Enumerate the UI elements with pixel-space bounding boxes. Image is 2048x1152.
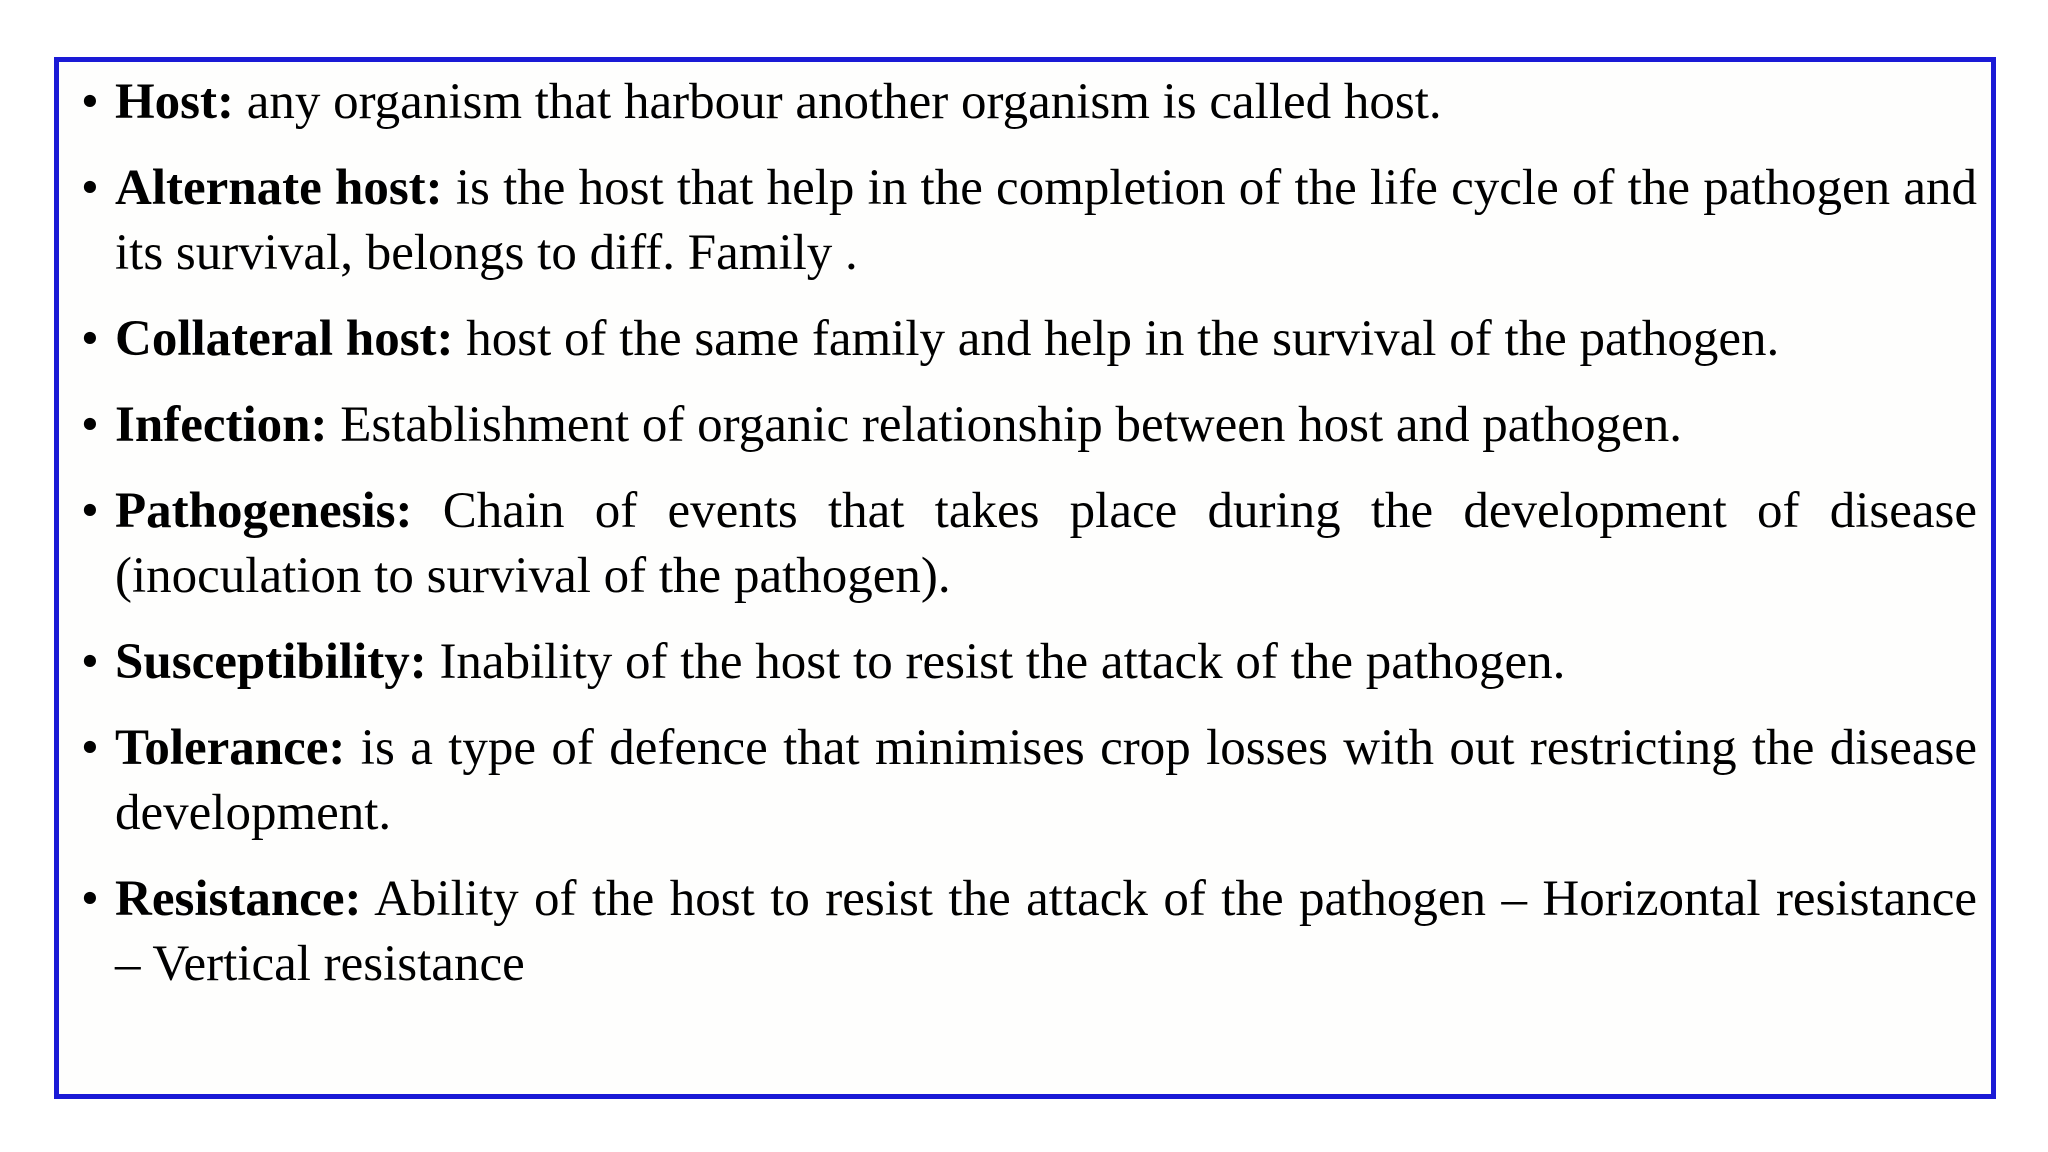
definition-text: host of the same family and help in the survival of the pathogen. [466, 311, 1780, 367]
definition-tolerance [73, 716, 1977, 846]
definitions-list [73, 70, 1977, 997]
bullet: • [81, 74, 99, 130]
definition-text: Inability of the host to resist the attack of the pathogen. [439, 634, 1566, 690]
bullet: • [81, 720, 99, 776]
definition-text: Ability of the host to resist the attack of the pathogen – Horizontal resistance – Vertical resistance [115, 871, 1978, 992]
bullet: • [81, 311, 99, 367]
bullet: • [81, 160, 99, 216]
bullet: • [81, 483, 99, 539]
bullet: • [81, 634, 99, 690]
definition-alternate-host [73, 156, 1977, 286]
term-collateral-host: Collateral host: [115, 311, 454, 367]
term-infection: Infection: [115, 397, 328, 453]
definition-resistance [73, 867, 1977, 997]
definition-susceptibility [73, 630, 1977, 695]
definition-collateral-host [73, 307, 1977, 372]
term-pathogenesis: Pathogenesis: [115, 483, 413, 539]
definition-infection [73, 393, 1977, 458]
bullet: • [81, 871, 99, 927]
term-alternate-host: Alternate host: [115, 160, 443, 216]
definition-text: Establishment of organic relationship between host and pathogen. [340, 397, 1682, 453]
term-resistance: Resistance: [115, 871, 362, 927]
definitions-box [54, 57, 1996, 1099]
definition-text: is the host that help in the completion of the life cycle of the pathogen and its survival, belongs to diff. Family . [115, 160, 1978, 281]
term-susceptibility: Susceptibility: [115, 634, 427, 690]
definition-host [73, 70, 1977, 135]
term-tolerance: Tolerance: [115, 720, 346, 776]
bullet: • [81, 397, 99, 453]
term-host: Host: [115, 74, 234, 130]
definition-pathogenesis [73, 479, 1977, 609]
definition-text: is a type of defence that minimises crop losses with out restricting the disease development. [115, 720, 1978, 841]
definition-text: Chain of events that takes place during the development of disease (inoculation to survival of the pathogen). [115, 483, 1978, 604]
definition-text: any organism that harbour another organism is called host. [246, 74, 1442, 130]
